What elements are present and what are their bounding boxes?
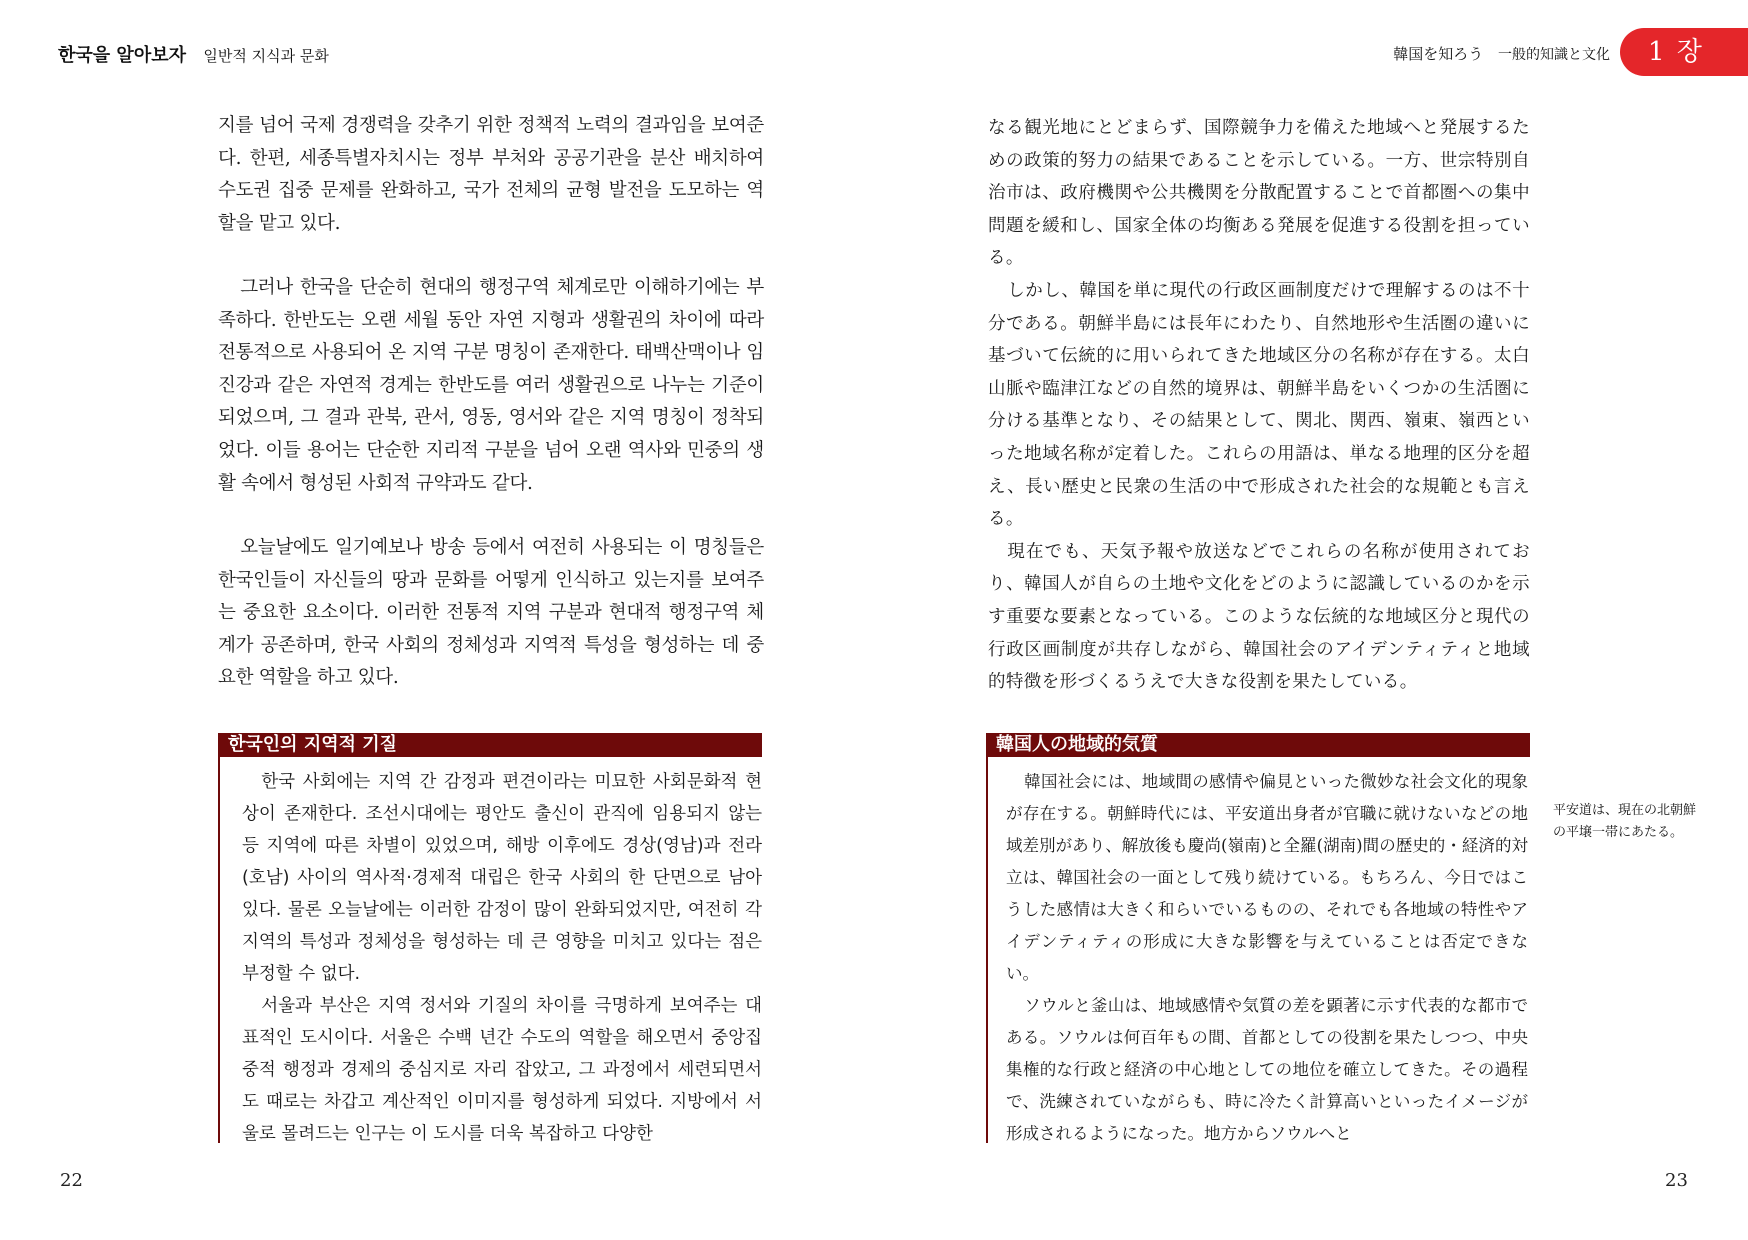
korean-paragraph-3: 오늘날에도 일기예보나 방송 등에서 여전히 사용되는 이 명칭들은 한국인들이 자신들의 땅과 문화를 어떻게 인식하고 있는지를 보여주는 중요한 요소이다. 이러한 전통적 지역 구분과 현대적 행정구역 체계가 공존하며, 한국 사회의 정체성과 지역적 특성을 형성하는 데 중요한 역할을 하고 있다. — [218, 537, 764, 689]
right-header-subtitle: 一般的知識と文化 — [1498, 47, 1610, 63]
japanese-paragraph-2: しかし、韓国を単に現代の行政区画制度だけで理解するのは不十分である。朝鮮半島には長年にわたり、自然地形や生活圏の違いに基づいて伝統的に用いられてきた地域区分の名称が存在する。太白山脈や臨津江などの自然的境界は、朝鮮半島をいくつかの生活圏に分ける基準となり、その結果として、関北、関西、嶺東、嶺西といった地域名称が定着した。これらの用語は、単なる地理的区分を超え、長い歴史と民衆の生活の中で形成された社会的な規範とも言える。 — [988, 280, 1530, 530]
korean-body — [218, 110, 764, 240]
right-header-title: 韓国を知ろう — [1393, 45, 1484, 63]
right-running-header — [1393, 43, 1610, 64]
korean-box-body — [242, 766, 762, 1150]
left-header-title: 한국을 알아보자 — [58, 45, 186, 66]
japanese-paragraph-3: 現在でも、天気予報や放送などでこれらの名称が使用されており、韓国人が自らの土地や文化をどのように認識しているのかを示す重要な要素となっている。このような伝統的な地域区分と現代の行政区画制度が共存しながら、韓国社会のアイデンティティと地域的特徴を形づくるうえで大きな役割を果たしている。 — [988, 541, 1530, 693]
korean-box-heading: 한국인의 지역적 기질 — [218, 733, 762, 757]
chapter-tab: 1 장 — [1620, 28, 1748, 76]
left-page-number: 22 — [60, 1170, 83, 1191]
left-header-subtitle: 일반적 지식과 문화 — [203, 47, 329, 65]
left-running-header — [58, 41, 329, 67]
japanese-paragraph-1: なる観光地にとどまらず、国際競争力を備えた地域へと発展するための政策的努力の結果であることを示している。一方、世宗特別自治市は、政府機関や公共機関を分散配置することで首都圏への集中問題を緩和し、国家全体の均衡ある発展を促進する役割を担っている。 — [988, 118, 1530, 269]
korean-body-3 — [218, 532, 764, 695]
margin-note: 平安道は、現在の北朝鮮の平壌一帯にあたる。 — [1553, 803, 1697, 840]
korean-paragraph-2: 그러나 한국을 단순히 현대의 행정구역 체계로만 이해하기에는 부족하다. 한반도는 오랜 세월 동안 자연 지형과 생활권의 차이에 따라 전통적으로 사용되어 온 지역 구분 명칭이 존재한다. 태백산맥이나 임진강과 같은 자연적 경계는 한반도를 여러 생활권으로 나누는 기준이 되었으며, 그 결과 관북, 관서, 영동, 영서와 같은 지역 명칭이 정착되었다. 이들 용어는 단순한 지리적 구분을 넘어 오랜 역사와 민중의 생활 속에서 형성된 사회적 규약과도 같다. — [218, 277, 764, 494]
korean-body-2 — [218, 272, 764, 500]
japanese-body — [988, 112, 1530, 699]
japanese-box-paragraph-1: 韓国社会には、地域間の感情や偏見といった微妙な社会文化的現象が存在する。朝鮮時代には、平安道出身者が官職に就けないなどの地域差別があり、解放後も慶尚(嶺南)と全羅(湖南)間の歴史的・経済的対立は、韓国社会の一面として残り続けている。もちろん、今日ではこうした感情は大きく和らいでいるものの、それでも各地域の特性やアイデンティティの形成に大きな影響を与えていることは否定できない。 — [1006, 772, 1528, 983]
korean-paragraph-1: 지를 넘어 국제 경쟁력을 갖추기 위한 정책적 노력의 결과임을 보여준다. 한편, 세종특별자치시는 정부 부처와 공공기관을 분산 배치하여 수도권 집중 문제를 완화하고, 국가 전체의 균형 발전을 도모하는 역할을 맡고 있다. — [218, 115, 764, 234]
korean-box-paragraph-1: 한국 사회에는 지역 간 감정과 편견이라는 미묘한 사회문화적 현상이 존재한다. 조선시대에는 평안도 출신이 관직에 임용되지 않는 등 지역에 따른 차별이 있었으며, 해방 이후에도 경상(영남)과 전라(호남) 사이의 역사적·경제적 대립은 한국 사회의 한 단면으로 남아 있다. 물론 오늘날에는 이러한 감정이 많이 완화되었지만, 여전히 각 지역의 특성과 정체성을 형성하는 데 큰 영향을 미치고 있다는 점은 부정할 수 없다. — [242, 772, 762, 984]
right-page-number: 23 — [1665, 1170, 1688, 1191]
japanese-box-paragraph-2: ソウルと釜山は、地域感情や気質の差を顕著に示す代表的な都市である。ソウルは何百年もの間、首都としての役割を果たしつつ、中央集権的な行政と経済の中心地としての地位を確立してきた。その過程で、洗練されていながらも、時に冷たく計算高いといったイメージが形成されるようになった。地方からソウルへと — [1006, 996, 1528, 1143]
korean-box-paragraph-2: 서울과 부산은 지역 정서와 기질의 차이를 극명하게 보여주는 대표적인 도시이다. 서울은 수백 년간 수도의 역할을 해오면서 중앙집중적 행정과 경제의 중심지로 자리 잡았고, 그 과정에서 세련되면서도 때로는 차갑고 계산적인 이미지를 형성하게 되었다. 지방에서 서울로 몰려드는 인구는 이 도시를 더욱 복잡하고 다양한 — [242, 996, 762, 1144]
japanese-box-heading: 韓国人の地域的気質 — [986, 733, 1530, 757]
japanese-box-body — [1006, 766, 1528, 1150]
